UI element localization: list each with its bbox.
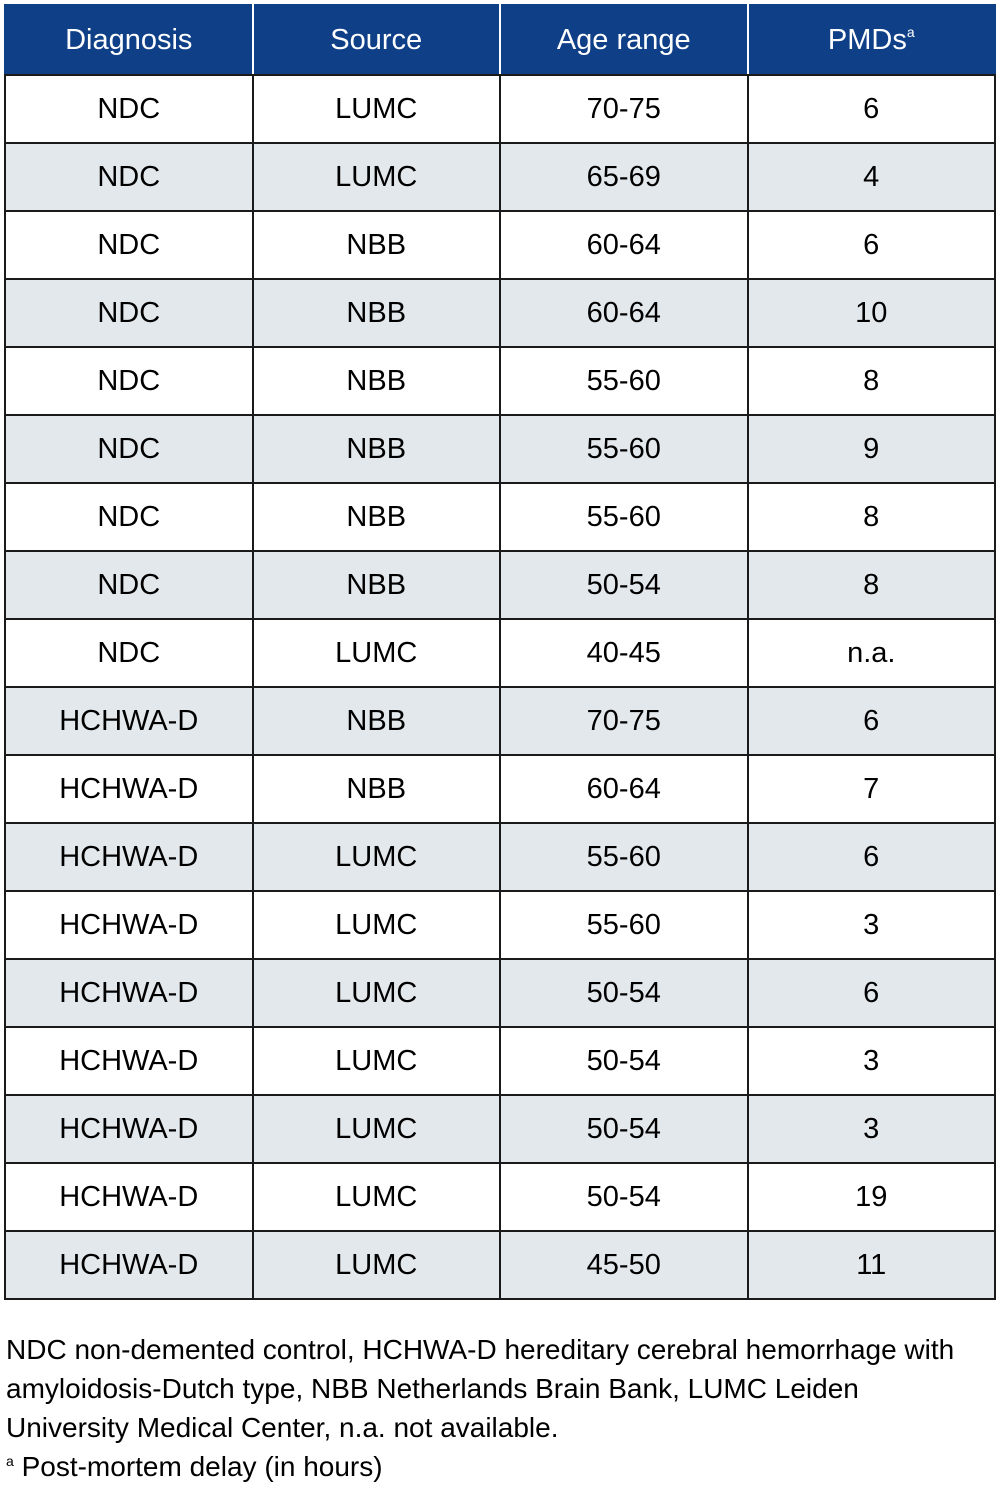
age-range-cell: 55-60: [500, 415, 748, 483]
table-row: [5, 415, 995, 483]
footnote-note: [6, 1447, 986, 1486]
diagnosis-cell: HCHWA-D: [5, 1095, 253, 1163]
pmds-cell: 6: [748, 211, 996, 279]
source-cell: NBB: [253, 347, 501, 415]
header-pmds-label: PMDs: [827, 23, 907, 56]
data-table-container: [4, 4, 996, 1300]
diagnosis-cell: HCHWA-D: [5, 755, 253, 823]
table-row: [5, 279, 995, 347]
table-row: [5, 483, 995, 551]
source-cell: LUMC: [253, 143, 501, 211]
source-cell: LUMC: [253, 823, 501, 891]
table-row: [5, 347, 995, 415]
source-cell: NBB: [253, 687, 501, 755]
table-body: [5, 75, 995, 1299]
age-range-cell: 60-64: [500, 211, 748, 279]
age-range-cell: 50-54: [500, 1027, 748, 1095]
table-row: [5, 755, 995, 823]
pmds-cell: 8: [748, 483, 996, 551]
age-range-cell: 40-45: [500, 619, 748, 687]
header-diagnosis: Diagnosis: [5, 5, 253, 75]
source-cell: LUMC: [253, 75, 501, 143]
age-range-cell: 45-50: [500, 1231, 748, 1299]
source-cell: LUMC: [253, 1231, 501, 1299]
pmds-cell: 10: [748, 279, 996, 347]
age-range-cell: 50-54: [500, 959, 748, 1027]
diagnosis-cell: NDC: [5, 619, 253, 687]
source-cell: NBB: [253, 755, 501, 823]
source-cell: NBB: [253, 415, 501, 483]
diagnosis-cell: NDC: [5, 483, 253, 551]
age-range-cell: 55-60: [500, 891, 748, 959]
pmds-cell: 3: [748, 1095, 996, 1163]
source-cell: LUMC: [253, 1163, 501, 1231]
table-row: [5, 1231, 995, 1299]
table-footnote: [6, 1330, 986, 1486]
diagnosis-cell: HCHWA-D: [5, 891, 253, 959]
pmds-cell: n.a.: [748, 619, 996, 687]
pmds-cell: 6: [748, 687, 996, 755]
header-pmds: [748, 5, 996, 75]
table-row: [5, 551, 995, 619]
table-row: [5, 1095, 995, 1163]
diagnosis-cell: NDC: [5, 347, 253, 415]
source-cell: NBB: [253, 551, 501, 619]
header-pmds-footnote-marker: a: [906, 23, 915, 40]
pmds-cell: 3: [748, 1027, 996, 1095]
table-row: [5, 823, 995, 891]
footnote-note-marker: a: [6, 1453, 14, 1469]
pmds-cell: 4: [748, 143, 996, 211]
diagnosis-cell: NDC: [5, 279, 253, 347]
age-range-cell: 55-60: [500, 483, 748, 551]
footnote-note-text: Post-mortem delay (in hours): [13, 1451, 383, 1482]
diagnosis-cell: NDC: [5, 143, 253, 211]
age-range-cell: 55-60: [500, 347, 748, 415]
table-row: [5, 75, 995, 143]
table-row: [5, 959, 995, 1027]
source-cell: LUMC: [253, 959, 501, 1027]
table-row: [5, 143, 995, 211]
pmds-cell: 9: [748, 415, 996, 483]
age-range-cell: 60-64: [500, 279, 748, 347]
source-cell: NBB: [253, 211, 501, 279]
pmds-cell: 8: [748, 551, 996, 619]
table-row: [5, 619, 995, 687]
diagnosis-cell: NDC: [5, 415, 253, 483]
source-cell: LUMC: [253, 619, 501, 687]
diagnosis-cell: HCHWA-D: [5, 1231, 253, 1299]
diagnosis-cell: HCHWA-D: [5, 1163, 253, 1231]
age-range-cell: 70-75: [500, 687, 748, 755]
table-row: [5, 687, 995, 755]
source-cell: NBB: [253, 279, 501, 347]
pmds-cell: 3: [748, 891, 996, 959]
age-range-cell: 50-54: [500, 1163, 748, 1231]
age-range-cell: 65-69: [500, 143, 748, 211]
pmds-cell: 6: [748, 959, 996, 1027]
header-source: Source: [253, 5, 501, 75]
age-range-cell: 55-60: [500, 823, 748, 891]
diagnosis-cell: NDC: [5, 211, 253, 279]
pmds-cell: 7: [748, 755, 996, 823]
source-cell: LUMC: [253, 891, 501, 959]
diagnosis-cell: NDC: [5, 551, 253, 619]
diagnosis-cell: HCHWA-D: [5, 959, 253, 1027]
age-range-cell: 60-64: [500, 755, 748, 823]
source-cell: LUMC: [253, 1027, 501, 1095]
source-cell: LUMC: [253, 1095, 501, 1163]
source-cell: NBB: [253, 483, 501, 551]
diagnosis-cell: HCHWA-D: [5, 823, 253, 891]
pmds-cell: 6: [748, 823, 996, 891]
diagnosis-cell: HCHWA-D: [5, 687, 253, 755]
footnote-abbreviations: NDC non-demented control, HCHWA-D hereditary cerebral hemorrhage with amyloidosis-Dutch type, NBB Netherlands Brain Bank, LUMC Leiden University Medical Center, n.a. not available.: [6, 1334, 955, 1443]
pmds-cell: 19: [748, 1163, 996, 1231]
samples-table: [4, 4, 996, 1300]
diagnosis-cell: NDC: [5, 75, 253, 143]
age-range-cell: 50-54: [500, 551, 748, 619]
pmds-cell: 8: [748, 347, 996, 415]
pmds-cell: 11: [748, 1231, 996, 1299]
table-row: [5, 1027, 995, 1095]
table-header-row: [5, 5, 995, 75]
pmds-cell: 6: [748, 75, 996, 143]
table-row: [5, 1163, 995, 1231]
header-age-range: Age range: [500, 5, 748, 75]
age-range-cell: 50-54: [500, 1095, 748, 1163]
age-range-cell: 70-75: [500, 75, 748, 143]
table-row: [5, 891, 995, 959]
diagnosis-cell: HCHWA-D: [5, 1027, 253, 1095]
table-row: [5, 211, 995, 279]
